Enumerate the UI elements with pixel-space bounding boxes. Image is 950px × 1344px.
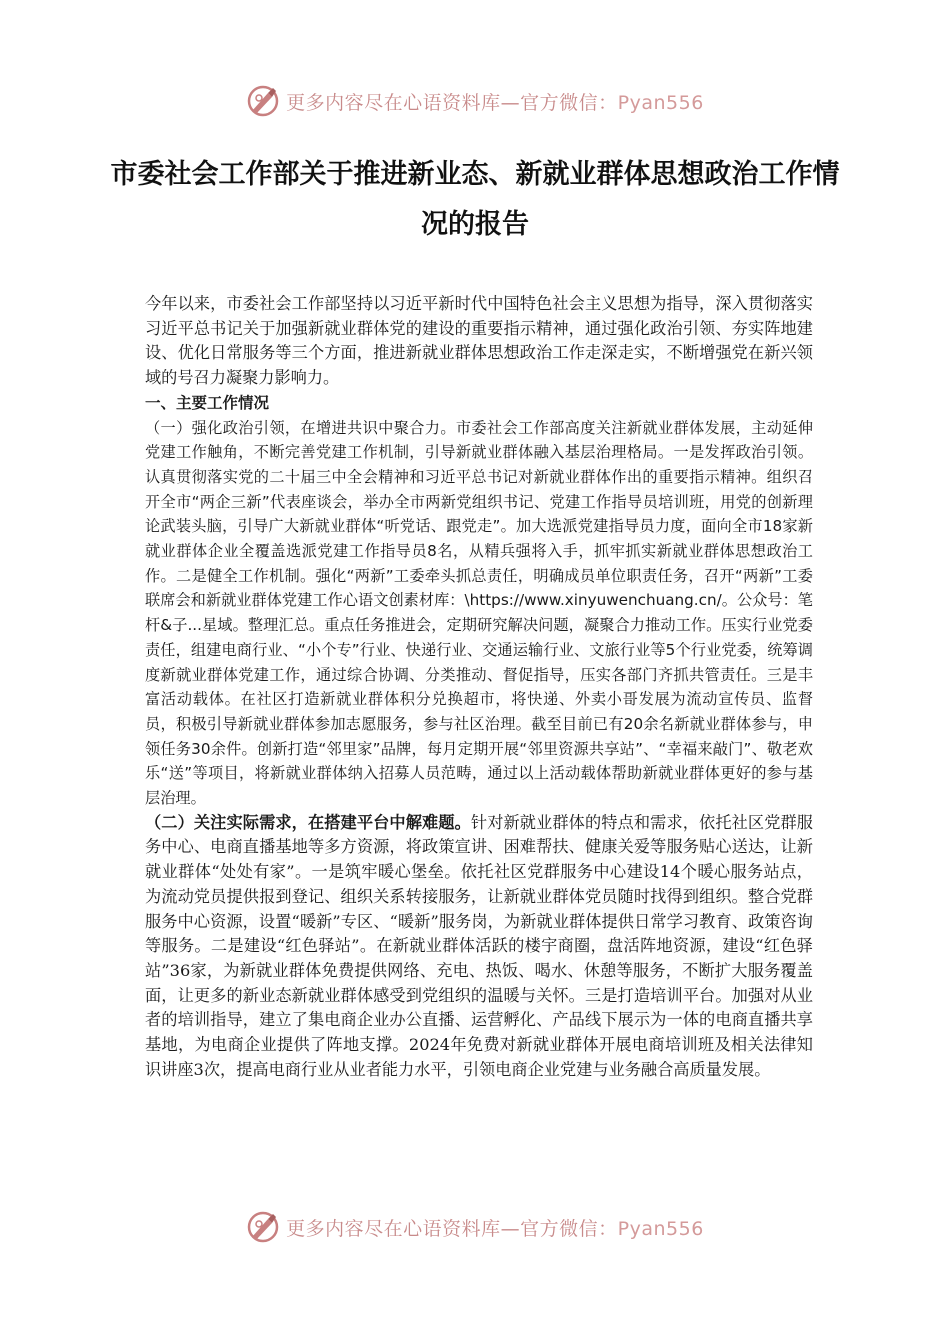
watermark-text: 更多内容尽在心语资料库—官方微信：Pyan556: [286, 91, 704, 114]
watermark-logo-icon: [246, 1210, 280, 1244]
document-body: [145, 292, 813, 1083]
paragraph-part-two: [145, 811, 813, 1083]
watermark-wechat-id: Pyan556: [617, 1217, 704, 1240]
part-two-heading: （二）关注实际需求，在搭建平台中解难题。: [145, 812, 471, 832]
watermark-text: 更多内容尽在心语资料库—官方微信：Pyan556: [286, 1217, 704, 1240]
watermark-logo-icon: [246, 84, 280, 118]
paragraph-part-one: （一）强化政治引领，在增进共识中聚合力。市委社会工作部高度关注新就业群体发展，主动延伸党建工作触角，不断完善党建工作机制，引导新就业群体融入基层治理格局。一是发挥政治引领。认真贯彻落实党的二十届三中全会精神和习近平总书记对新就业群体作出的重要指示精神。组织召开全市“两企三新”代表座谈会，举办全市两新党组织书记、党建工作指导员培训班，用党的创新理论武装头脑，引导广大新就业群体“听党话、跟党走”。加大选派党建指导员力度，面向全市18家新就业群体企业全覆盖选派党建工作指导员8名，从精兵强将入手，抓牢抓实新就业群体思想政治工作。二是健全工作机制。强化“两新”工委牵头抓总责任，明确成员单位职责任务，召开“两新”工委联席会和新就业群体党建工作心语文创素材库：\https://www.xinyuwenchuang.cn/。公众号：笔杆&子...星域。整理汇总。重点任务推进会，定期研究解决问题，凝聚合力推动工作。压实行业党委责任，组建电商行业、“小个专”行业、快递行业、交通运输行业、文旅行业等5个行业党委，统筹调度新就业群体党建工作，通过综合协调、分类推动、督促指导，压实各部门齐抓共管责任。三是丰富活动载体。在社区打造新就业群体积分兑换超市，将快递、外卖小哥发展为流动宣传员、监督员，积极引导新就业群体参加志愿服务，参与社区治理。截至目前已有20余名新就业群体参与，申领任务30余件。创新打造“邻里家”品牌，每月定期开展“邻里资源共享站”、“幸福来敲门”、敬老欢乐“送”等项目，将新就业群体纳入招募人员范畴，通过以上活动载体帮助新就业群体更好的参与基层治理。: [145, 418, 813, 808]
watermark-wechat-id: Pyan556: [617, 91, 704, 114]
document-title: 市委社会工作部关于推进新业态、新就业群体思想政治工作情况的报告: [110, 159, 840, 240]
watermark-header: [0, 84, 950, 118]
section-heading-main-work: 一、主要工作情况: [145, 393, 270, 412]
part-two-text: 针对新就业群体的特点和需求，依托社区党群服务中心、电商直播基地等多方资源，将政策宣讲、困难帮扶、健康关爱等服务贴心送达，让新就业群体“处处有家”。一是筑牢暖心堡垒。依托社区党群服务中心建设14个暖心服务站点，为流动党员提供报到登记、组织关系转接服务，让新就业群体党员随时找得到组织。整合党群服务中心资源，设置“暖新”专区、“暖新”服务岗，为新就业群体提供日常学习教育、政策咨询等服务。二是建设“红色驿站”。在新就业群体活跃的楼宇商圈，盘活阵地资源，建设“红色驿站”36家，为新就业群体免费提供网络、充电、热饭、喝水、休憩等服务，不断扩大服务覆盖面，让更多的新业态新就业群体感受到党组织的温暖与关怀。三是打造培训平台。加强对从业者的培训指导，建立了集电商企业办公直播、运营孵化、产品线下展示为一体的电商直播共享基地，为电商企业提供了阵地支撑。2024年免费对新就业群体开展电商培训班及相关法律知识讲座3次，提高电商行业从业者能力水平，引领电商企业党建与业务融合高质量发展。: [145, 812, 813, 1079]
watermark-footer: [0, 1210, 950, 1244]
intro-paragraph: 今年以来，市委社会工作部坚持以习近平新时代中国特色社会主义思想为指导，深入贯彻落实习近平总书记关于加强新就业群体党的建设的重要指示精神，通过强化政治引领、夯实阵地建设、优化日常服务等三个方面，推进新就业群体思想政治工作走深走实，不断增强党在新兴领域的号召力凝聚力影响力。: [145, 294, 813, 388]
